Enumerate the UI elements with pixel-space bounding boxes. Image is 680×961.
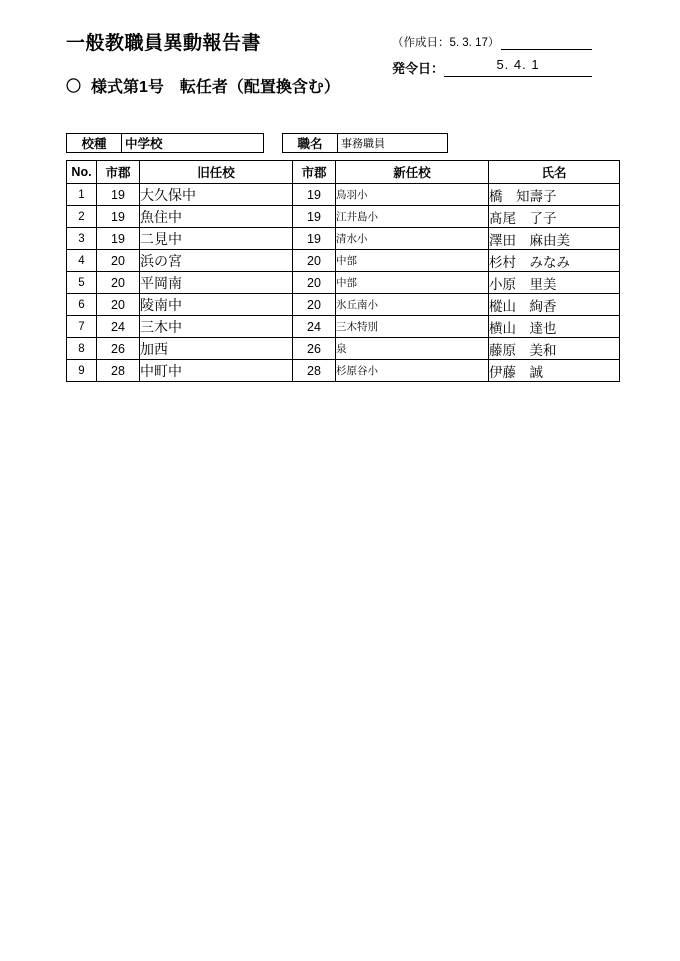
header-city-new: 市郡 (293, 161, 336, 184)
cell-city-old: 20 (97, 294, 140, 316)
school-type-value: 中学校 (122, 134, 264, 153)
table-row (67, 360, 620, 382)
document-meta (392, 30, 592, 77)
cell-name: 髙尾 了子 (489, 206, 620, 228)
cell-no: 1 (67, 184, 97, 206)
cell-city-old: 19 (97, 228, 140, 250)
cell-name: 横山 達也 (489, 316, 620, 338)
cell-new-school: 清水小 (336, 228, 489, 250)
table-row (67, 206, 620, 228)
issued-date-label: 発令日： (392, 61, 445, 76)
circle-icon: 〇 (66, 78, 82, 95)
cell-city-new: 19 (293, 184, 336, 206)
spacer-cell (264, 134, 283, 153)
header-old-school: 旧任校 (140, 161, 293, 184)
classification-table (66, 133, 448, 153)
cell-old-school: 加西 (140, 338, 293, 360)
cell-name: 藤原 美和 (489, 338, 620, 360)
issued-date-row (392, 53, 592, 77)
table-row (67, 134, 448, 153)
cell-name: 伊藤 誠 (489, 360, 620, 382)
cell-new-school: 氷丘南小 (336, 294, 489, 316)
cell-name: 橋 知壽子 (489, 184, 620, 206)
cell-old-school: 陵南中 (140, 294, 293, 316)
cell-new-school: 江井島小 (336, 206, 489, 228)
cell-name: 小原 里美 (489, 272, 620, 294)
cell-new-school: 鳥羽小 (336, 184, 489, 206)
header-city-old: 市郡 (97, 161, 140, 184)
cell-no: 4 (67, 250, 97, 272)
cell-city-new: 20 (293, 294, 336, 316)
cell-city-old: 26 (97, 338, 140, 360)
cell-no: 7 (67, 316, 97, 338)
cell-old-school: 二見中 (140, 228, 293, 250)
table-header-row (67, 161, 620, 184)
header-name: 氏名 (489, 161, 620, 184)
cell-no: 9 (67, 360, 97, 382)
table-row (67, 184, 620, 206)
cell-city-new: 19 (293, 228, 336, 250)
cell-no: 6 (67, 294, 97, 316)
cell-no: 5 (67, 272, 97, 294)
cell-old-school: 大久保中 (140, 184, 293, 206)
cell-no: 8 (67, 338, 97, 360)
cell-city-new: 20 (293, 272, 336, 294)
job-title-label: 職名 (283, 134, 338, 153)
table-row (67, 228, 620, 250)
cell-no: 2 (67, 206, 97, 228)
table-header (67, 161, 620, 184)
created-date-rule (501, 34, 592, 50)
cell-old-school: 浜の宮 (140, 250, 293, 272)
cell-old-school: 魚住中 (140, 206, 293, 228)
cell-no: 3 (67, 228, 97, 250)
cell-city-old: 19 (97, 206, 140, 228)
table-row (67, 338, 620, 360)
form-heading-label: 様式第1号 転任者（配置換含む） (91, 79, 340, 96)
header-no: No. (67, 161, 97, 184)
cell-city-new: 24 (293, 316, 336, 338)
cell-new-school: 中部 (336, 250, 489, 272)
cell-city-new: 28 (293, 360, 336, 382)
cell-name: 杉村 みなみ (489, 250, 620, 272)
cell-new-school: 杉原谷小 (336, 360, 489, 382)
job-title-value: 事務職員 (338, 134, 448, 153)
cell-city-old: 20 (97, 272, 140, 294)
header-new-school: 新任校 (336, 161, 489, 184)
issued-date-value: 5. 4. 1 (444, 57, 592, 77)
page-title: 一般教職員異動報告書 (66, 33, 262, 54)
table-row (67, 272, 620, 294)
school-type-label: 校種 (67, 134, 122, 153)
cell-city-new: 20 (293, 250, 336, 272)
cell-city-old: 20 (97, 250, 140, 272)
table-row (67, 294, 620, 316)
table-row (67, 250, 620, 272)
cell-old-school: 三木中 (140, 316, 293, 338)
cell-new-school: 中部 (336, 272, 489, 294)
created-date-row (392, 30, 592, 50)
cell-new-school: 泉 (336, 338, 489, 360)
cell-old-school: 中町中 (140, 360, 293, 382)
created-date-label: （作成日：5. 3. 17） (392, 37, 500, 49)
cell-city-old: 19 (97, 184, 140, 206)
cell-city-old: 24 (97, 316, 140, 338)
cell-new-school: 三木特別 (336, 316, 489, 338)
transfer-list-table (66, 160, 620, 382)
form-heading (66, 74, 340, 97)
cell-old-school: 平岡南 (140, 272, 293, 294)
cell-city-old: 28 (97, 360, 140, 382)
table-body (67, 184, 620, 382)
cell-name: 澤田 麻由美 (489, 228, 620, 250)
cell-city-new: 26 (293, 338, 336, 360)
table-row (67, 316, 620, 338)
cell-name: 樅山 絢香 (489, 294, 620, 316)
cell-city-new: 19 (293, 206, 336, 228)
